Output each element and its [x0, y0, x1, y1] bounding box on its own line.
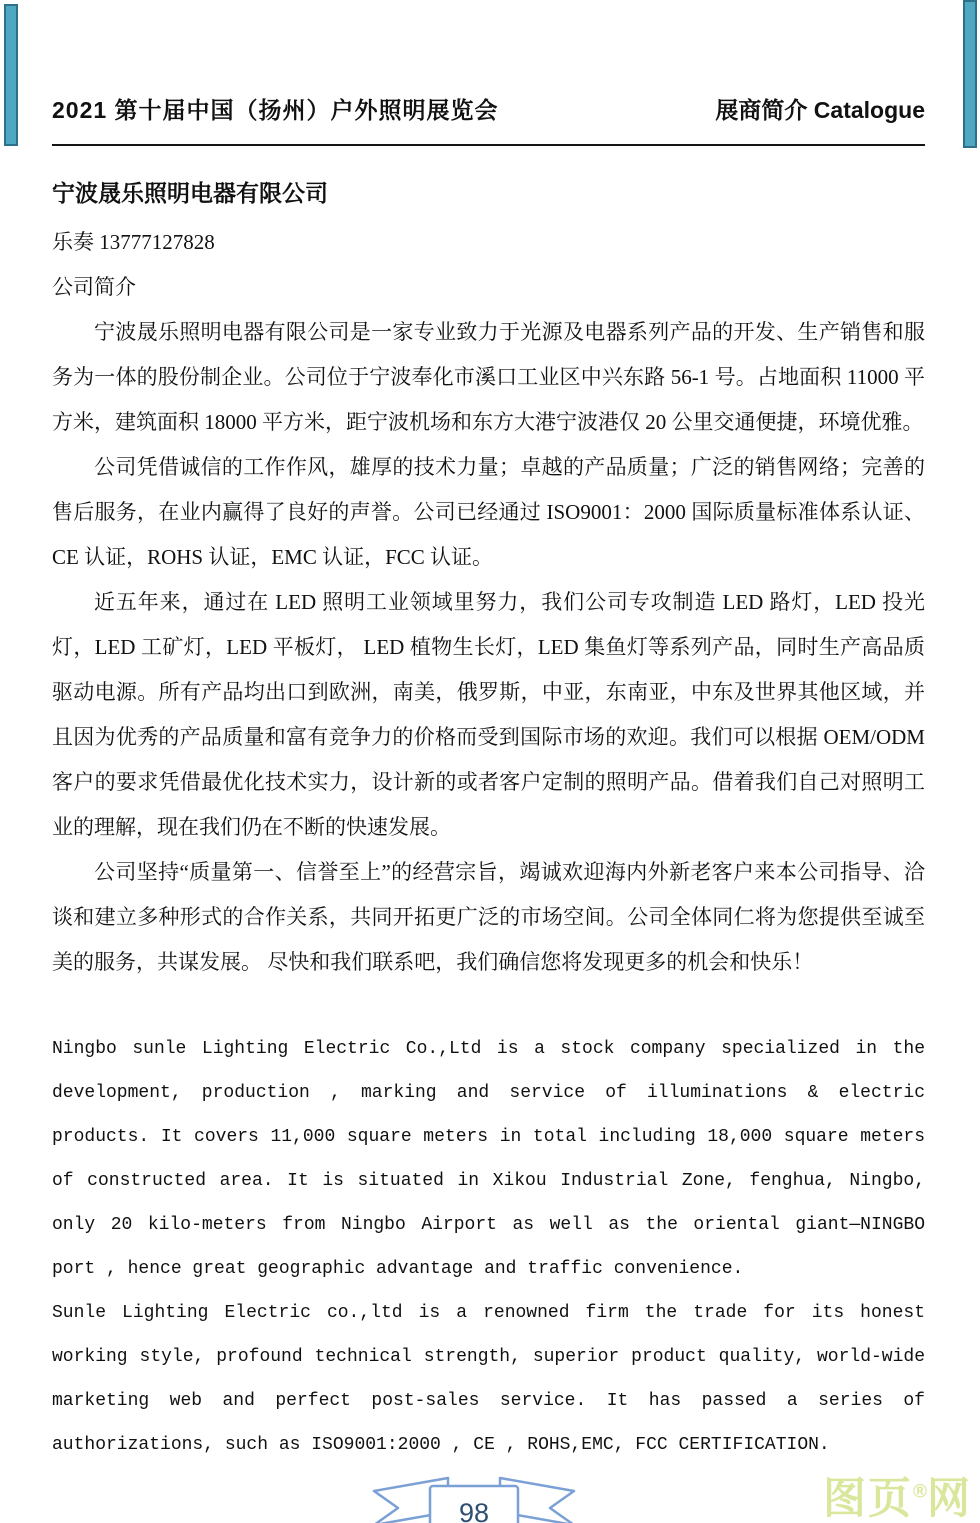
top-right-accent-bar — [963, 0, 977, 148]
en-paragraph-2: Sunle Lighting Electric co.,ltd is a renowned firm the trade for its honest working style, profound technical strength, superior product quality, world-wide marketing web and perfect post-sales service. It has passed a series of authorizations, such as ISO9001:2000 , CE , ROHS,EMC, FCC CERTIFICATION. — [52, 1303, 925, 1455]
exhibition-title: 2021 第十届中国（扬州）户外照明展览会 — [52, 97, 499, 123]
page-number-ribbon — [368, 1468, 580, 1523]
cn-paragraph-3: 近五年来，通过在 LED 照明工业领域里努力，我们公司专攻制造 LED 路灯，LED 投光灯，LED 工矿灯，LED 平板灯， LED 植物生长灯，LED 集鱼灯等系列产品，同时生产高品质驱动电源。所有产品均出口到欧洲，南美，俄罗斯，中亚，东南亚，中东及世界其他区域，并且因为优秀的产品质量和富有竞争力的价格而受到国际市场的欢迎。我们可以根据 OEM/ODM 客户的要求凭借最优化技术实力，设计新的或者客户定制的照明产品。借着我们自己对照明工业的理解，现在我们仍在不断的快速发展。 — [52, 590, 925, 839]
en-paragraph-1: Ningbo sunle Lighting Electric Co.,Ltd is a stock company specialized in the development, production , marking and service of illuminations & electric products. It covers 11,000 square meters in total including 18,000 square meters of constructed area. It is situated in Xikou Industrial Zone, fenghua, Ningbo, only 20 kilo-meters from Ningbo Airport as well as the oriental giant—NINGBO port , hence great geographic advantage and traffic convenience. — [52, 1039, 925, 1279]
catalogue-label: 展商简介 Catalogue — [715, 97, 925, 123]
cn-paragraph-4: 公司坚持“质量第一、信誉至上”的经营宗旨，竭诚欢迎海内外新老客户来本公司指导、洽谈和建立多种形式的合作关系，共同开拓更广泛的市场空间。公司全体同仁将为您提供至诚至美的服务，共谋发展。 尽快和我们联系吧，我们确信您将发现更多的机会和快乐！ — [52, 860, 925, 974]
cn-paragraph-1: 宁波晟乐照明电器有限公司是一家专业致力于光源及电器系列产品的开发、生产销售和服务为一体的股份制企业。公司位于宁波奉化市溪口工业区中兴东路 56-1 号。占地面积 11000 平方米，建筑面积 18000 平方米，距宁波机场和东方大港宁波港仅 20 公里交通便捷，环境优雅。 — [52, 320, 925, 434]
contact-line: 乐奏 13777127828 — [52, 230, 215, 254]
section-title: 公司简介 — [52, 275, 136, 299]
company-profile — [52, 176, 925, 1467]
header-divider — [52, 144, 925, 146]
top-left-accent-bar — [4, 4, 18, 146]
watermark-logo — [823, 1475, 972, 1523]
company-name: 宁波晟乐照明电器有限公司 — [52, 180, 328, 206]
cn-paragraph-2: 公司凭借诚信的工作作风，雄厚的技术力量；卓越的产品质量；广泛的销售网络；完善的售后服务，在业内赢得了良好的声誉。公司已经通过 ISO9001：2000 国际质量标准体系认证、CE 认证，ROHS 认证，EMC 认证，FCC 认证。 — [52, 455, 925, 569]
registered-mark-icon: ® — [913, 1481, 927, 1503]
page-header — [52, 92, 925, 125]
watermark-text-right: 网 — [927, 1475, 972, 1523]
page-number: 98 — [458, 1498, 490, 1523]
watermark-text-left: 图页 — [823, 1475, 913, 1523]
ribbon-banner-graphic — [368, 1468, 580, 1523]
